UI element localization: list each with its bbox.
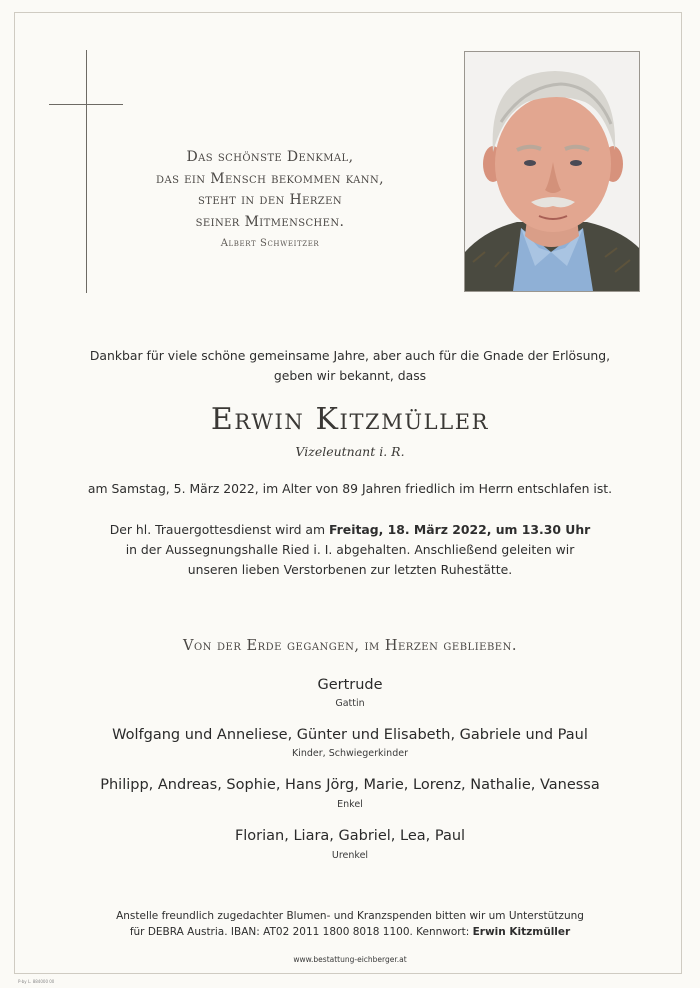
memorial-motto: Von der Erde gegangen, im Herzen geblieben. [183,638,517,654]
intro-line: geben wir bekannt, dass [273,368,427,383]
service-line: unseren lieben Verstorbenen zur letzten Ruhestätte. [187,562,513,577]
cross-icon-vertical [86,50,87,293]
funeral-service-text [60,520,640,580]
mourner-role: Urenkel [331,850,369,861]
donation-line [50,924,650,940]
portrait-illustration [465,52,639,291]
service-line: in der Aussegnungshalle Ried i. I. abgehalten. Anschließend geleiten wir [125,542,575,557]
deceased-name: Erwin Kitzmüller [210,402,490,437]
donation-iban-text: für DEBRA Austria. IBAN: AT02 2011 1800 8018 1100. Kennwort: [129,926,473,938]
donation-line: Anstelle freundlich zugedachter Blumen- und Kranzspenden bitten wir um Unterstützung [116,910,584,922]
intro-line: Dankbar für viele schöne gemeinsame Jahre, aber auch für die Gnade der Erlösung, [89,348,611,363]
intro-text [60,346,640,386]
quote-line: das ein Mensch bekommen kann, [156,170,384,187]
quote-line: steht in den Herzen [198,192,342,208]
print-code: P-by L. 884000 00 [18,979,55,984]
service-line-prefix: Der hl. Trauergottesdienst wird am [109,522,330,537]
deceased-rank: Vizeleutnant i. R. [295,444,405,459]
memorial-quote [150,147,390,233]
quote-line: seiner Mitmenschen. [195,213,345,230]
service-datetime: Freitag, 18. März 2022, um 13.30 Uhr [329,522,591,537]
mourner-names: Wolfgang und Anneliese, Günter und Elisabeth, Gabriele und Paul [112,727,588,743]
mourner-role: Gattin [335,698,365,709]
service-line [60,520,640,540]
quote-line: Das schönste Denkmal, [186,149,354,165]
mourner-names: Florian, Liara, Gabriel, Lea, Paul [234,828,466,844]
mourner-role: Kinder, Schwiegerkinder [292,748,408,759]
quote-author: Albert Schweitzer [220,238,320,249]
cross-icon-horizontal [49,104,123,105]
donation-keyword: Erwin Kitzmüller [472,926,571,938]
funeral-home-website[interactable]: www.bestattung-eichberger.at [293,955,407,964]
mourner-names: Gertrude [317,677,383,693]
death-notice: am Samstag, 5. März 2022, im Alter von 89 Jahren friedlich im Herrn entschlafen ist. [87,481,613,496]
donation-request [50,908,650,940]
mourner-role: Enkel [337,799,363,810]
portrait-photo [464,51,640,292]
mourner-names: Philipp, Andreas, Sophie, Hans Jörg, Marie, Lorenz, Nathalie, Vanessa [100,777,600,793]
